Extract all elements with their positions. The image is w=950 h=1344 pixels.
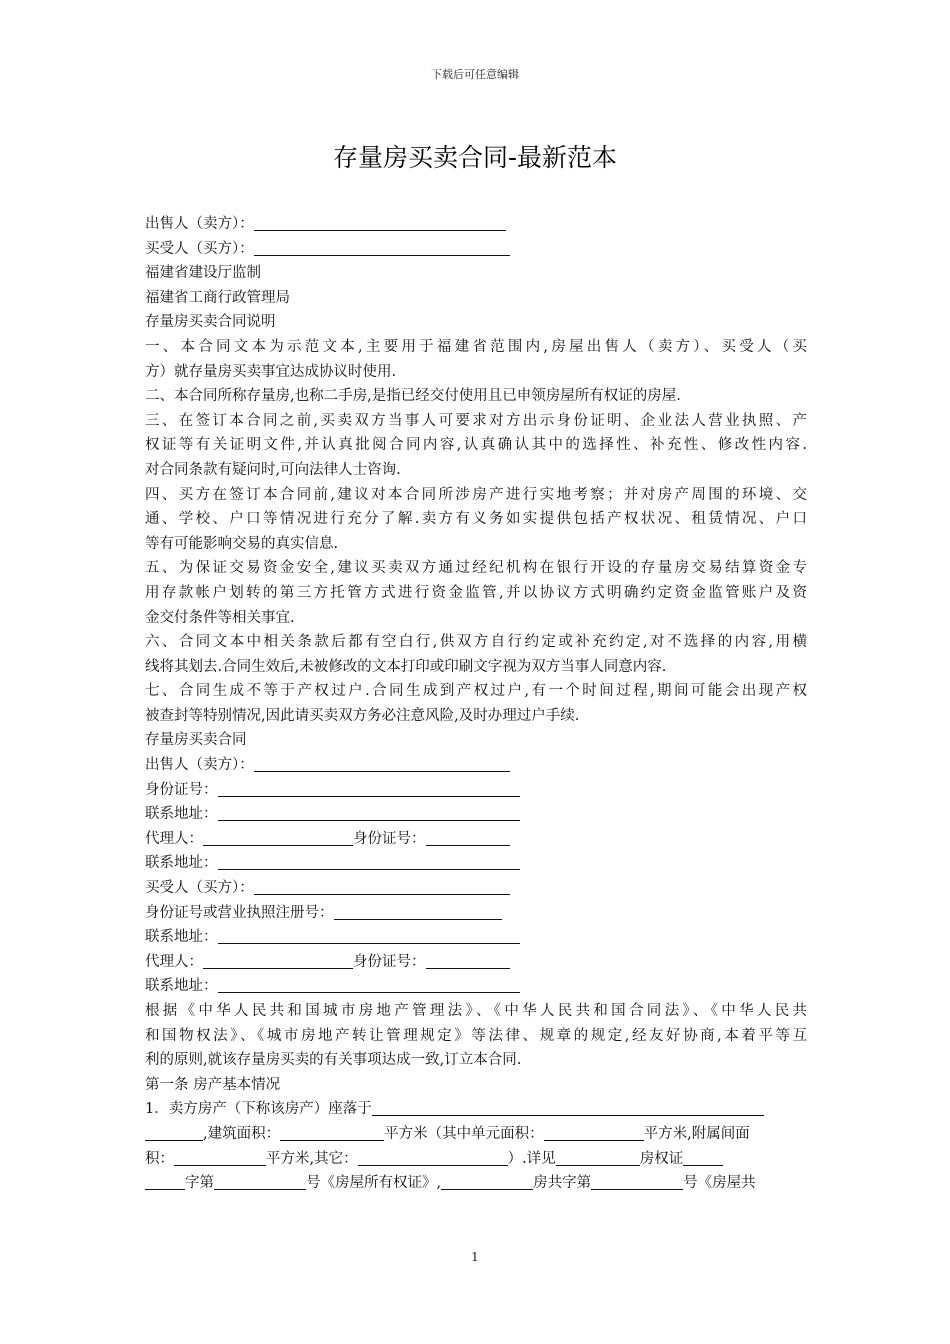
note-line: 二、本合同所称存量房,也称二手房,是指已经交付使用且已申领房屋所有权证的房屋.: [145, 388, 681, 405]
note-paragraph-4: [145, 483, 807, 557]
note-paragraph-7: [145, 679, 807, 728]
agent-label: 代理人：: [145, 830, 203, 847]
ownership-cert-label: 号《房屋所有权证》,: [306, 1175, 442, 1192]
annex-blank: [174, 1149, 266, 1166]
annex-area-label: 平方米,附属间面: [643, 1125, 750, 1142]
supervisor-line-2: 福建省工商行政管理局: [145, 289, 290, 306]
contract-buyer-line: [145, 876, 807, 901]
note-line: 七、合同生成不等于产权过户.合同生成到产权过户,有一个时间过程,期间可能会出现产权: [145, 683, 807, 700]
buyer-blank: [254, 239, 510, 256]
buyer-id-line: [145, 901, 807, 926]
basis-line: 和国物权法》、《城市房地产转让管理规定》等法律、规章的规定,经友好协商,本着平等互: [145, 1027, 807, 1044]
address-label: 联系地址：: [145, 806, 218, 823]
contract-seller-line: [145, 753, 807, 778]
seller-label: 出售人（卖方）：: [145, 757, 254, 774]
seller-agent-address-line: [145, 851, 807, 876]
co-region-blank: [441, 1173, 533, 1190]
note-line: 被查封等特别情况,因此请买卖双方务必注意风险,及时办理过户手续.: [145, 707, 580, 724]
note-line: 用存款帐户划转的第三方托管方式进行资金监管,并以协议方式明确约定资金监管账户及资: [145, 584, 807, 601]
address-blank: [218, 976, 520, 993]
cert-number-blank: [214, 1173, 306, 1190]
page-header-note: 下载后可任意编辑: [431, 68, 519, 81]
seller-blank: [254, 214, 506, 231]
note-line: 一、本合同文本为示范文本,主要用于福建省范围内,房屋出售人（卖方）、买受人（买: [145, 338, 807, 355]
note-line: 通、学校、户口等情况进行充分了解.卖方有义务如实提供包括产权状况、租赁情况、户口: [145, 511, 807, 528]
agent-id-label: 身份证号：: [353, 830, 426, 847]
address-label: 联系地址：: [145, 929, 218, 946]
location-blank-cont: [145, 1124, 203, 1141]
cert-region-blank: [556, 1149, 640, 1166]
document-body: [145, 212, 807, 1196]
buyer-agent-line: [145, 950, 807, 975]
note-line: 权证等有关证明文件,并认真批阅合同内容,认真确认其中的选择性、补充性、修改性内容.: [145, 437, 807, 454]
article-1-line-1: [145, 1097, 807, 1122]
see-label: ）.详见: [507, 1150, 556, 1167]
document-title: 存量房买卖合同-最新范本: [332, 143, 618, 172]
note-line: 金交付条件等相关事宜.: [145, 609, 295, 626]
address-blank: [218, 853, 520, 870]
article-1-line-2: [145, 1122, 807, 1147]
supervisor-line-1: 福建省建设厅监制: [145, 265, 261, 282]
seller-id-line: [145, 778, 807, 803]
co-number-blank: [591, 1173, 683, 1190]
area-label: ,建筑面积：: [203, 1125, 281, 1142]
id-blank: [218, 780, 520, 797]
address-label: 联系地址：: [145, 855, 218, 872]
note-line: 线将其划去.合同生效后,未被修改的文本打印或印刷文字视为双方当事人同意内容.: [145, 658, 667, 675]
note-line: 六、合同文本中相关条款后都有空白行,供双方自行约定或补充约定,对不选择的内容,用横: [145, 634, 807, 651]
id-label: 身份证号：: [145, 781, 218, 798]
note-line: 对合同条款有疑问时,可向法律人士咨询.: [145, 461, 401, 478]
co-cert-label: 房共字第: [533, 1175, 592, 1192]
seller-agent-line: [145, 827, 807, 852]
seller-blank: [254, 755, 510, 772]
note-paragraph-2: [145, 384, 807, 409]
note-line: 五、为保证交易资金安全,建议买卖双方通过经纪机构在银行开设的存量房交易结算资金专: [145, 560, 807, 577]
location-blank: [372, 1099, 764, 1116]
buyer-address-line: [145, 925, 807, 950]
unit-area-blank: [544, 1124, 644, 1141]
agent-id-label: 身份证号：: [353, 953, 426, 970]
contract-title: 存量房买卖合同: [145, 732, 247, 749]
co-ownership-label: 号《房屋共: [683, 1175, 756, 1192]
address-label: 联系地址：: [145, 978, 218, 995]
cert-blank: [683, 1149, 723, 1166]
address-blank: [218, 927, 520, 944]
unit-area-label: 平方米（其中单元面积：: [384, 1125, 544, 1142]
other-blank: [358, 1149, 508, 1166]
basis-paragraph: [145, 999, 807, 1073]
explanation-title: 存量房买卖合同说明: [145, 314, 276, 331]
other-label: 平方米,其它：: [266, 1150, 358, 1167]
article-1-title: 第一条 房产基本情况: [145, 1076, 281, 1093]
note-line: 四、买方在签订本合同前,建议对本合同所涉房产进行实地考察；并对房产周围的环境、交: [145, 486, 807, 503]
buyer-blank: [254, 878, 510, 895]
note-paragraph-6: [145, 630, 807, 679]
agent-blank: [203, 952, 353, 969]
note-paragraph-1: [145, 335, 807, 384]
note-paragraph-5: [145, 556, 807, 630]
area-blank: [280, 1124, 384, 1141]
buyer-id-blank: [334, 903, 502, 920]
article-1-line-3: [145, 1147, 807, 1172]
intro-buyer-line: [145, 237, 807, 262]
note-line: 三、在签订本合同之前,买卖双方当事人可要求对方出示身份证明、企业法人营业执照、产: [145, 412, 807, 429]
note-line: 等有可能影响交易的真实信息.: [145, 535, 339, 552]
agent-id-blank: [426, 952, 510, 969]
zi-di-label: 字第: [185, 1175, 214, 1192]
buyer-agent-address-line: [145, 974, 807, 999]
note-paragraph-3: [145, 409, 807, 483]
article-1-lead: 1．卖方房产（下称该房产）座落于: [145, 1101, 372, 1118]
agent-blank: [203, 829, 353, 846]
buyer-id-label: 身份证号或营业执照注册号：: [145, 904, 334, 921]
annex-label: 积：: [145, 1150, 174, 1167]
note-line: 方）就存量房买卖事宜达成协议时使用.: [145, 363, 397, 380]
address-blank: [218, 804, 520, 821]
basis-line: 利的原则,就该存量房买卖的有关事项达成一致,订立本合同.: [145, 1052, 522, 1069]
agent-id-blank: [426, 829, 510, 846]
buyer-label: 买受人（买方）：: [145, 240, 254, 257]
cert-blank-cont: [145, 1173, 185, 1190]
cert-label: 房权证: [639, 1150, 684, 1167]
intro-seller-line: [145, 212, 807, 237]
page-number: 1: [471, 1250, 479, 1264]
seller-label: 出售人（卖方）：: [145, 216, 254, 232]
seller-address-line: [145, 802, 807, 827]
basis-line: 根据《中华人民共和国城市房地产管理法》、《中华人民共和国合同法》、《中华人民共: [145, 1003, 807, 1019]
agent-label: 代理人：: [145, 953, 203, 970]
article-1-line-4: [145, 1171, 807, 1196]
buyer-label: 买受人（买方）：: [145, 880, 254, 897]
